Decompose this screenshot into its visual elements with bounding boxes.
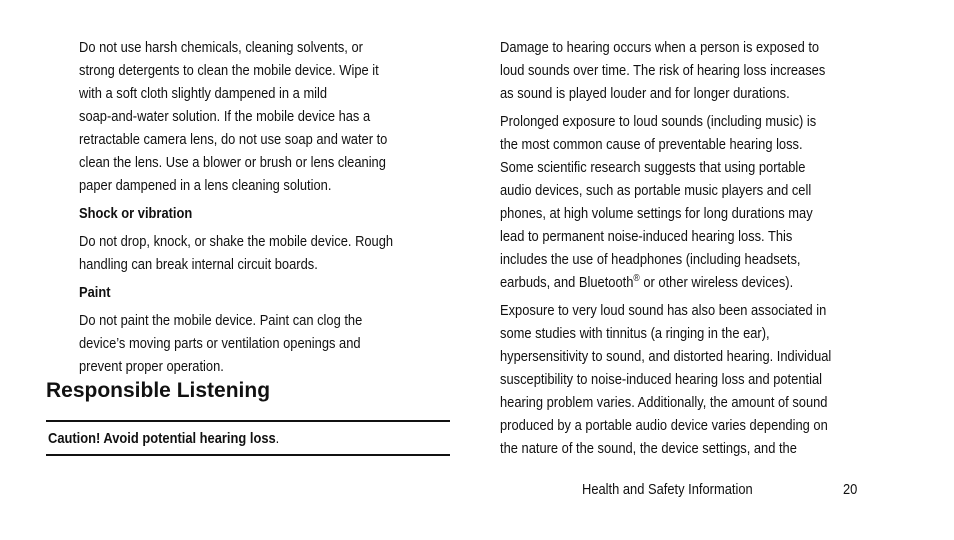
right-column [500,36,920,465]
text-line: includes the use of headphones (including headsets, [500,251,801,268]
paint-heading: Paint [79,284,111,301]
text-line: soap-and-water solution. If the mobile device has a [79,108,371,125]
text-line: hypersensitivity to sound, and distorted hearing. Individual [500,348,832,365]
text-line: retractable camera lens, do not use soap and water to [79,131,388,148]
section-title: Responsible Listening [46,379,271,402]
footer-section-name: Health and Safety Information [582,481,753,498]
text-line: handling can break internal circuit boards. [79,256,318,273]
text-line: Damage to hearing occurs when a person is exposed to [500,39,820,56]
text-line: the most common cause of preventable hearing loss. [500,136,803,153]
paint-paragraph [79,309,449,378]
text-line: susceptibility to noise-induced hearing loss and potential [500,371,822,388]
shock-heading: Shock or vibration [79,205,193,222]
text-line: hearing problem varies. Additionally, the amount of sound [500,394,828,411]
text-line: Do not paint the mobile device. Paint can clog the [79,312,363,329]
registered-mark: ® [633,273,640,284]
caution-tail: . [275,430,280,447]
text-line: Prolonged exposure to loud sounds (including music) is [500,113,817,130]
wireless-text: or other wireless devices). [639,274,794,291]
text-line: device’s moving parts or ventilation openings and [79,335,361,352]
caution-box [46,420,450,456]
text-line: Some scientific research suggests that using portable [500,159,806,176]
text-line: loud sounds over time. The risk of hearing loss increases [500,62,826,79]
hearing-damage-paragraph [500,36,870,105]
shock-paragraph [79,230,449,276]
text-line: the nature of the sound, the device settings, and the [500,440,797,457]
text-line: with a soft cloth slightly dampened in a mild [79,85,328,102]
caution-text [48,429,279,449]
text-line: Exposure to very loud sound has also been associated in [500,302,827,319]
left-column [79,36,459,383]
text-line: as sound is played louder and for longer durations. [500,85,790,102]
text-line: produced by a portable audio device varies depending on [500,417,828,434]
text-line: phones, at high volume settings for long durations may [500,205,813,222]
text-line: paper dampened in a lens cleaning solution. [79,177,332,194]
text-line: Do not use harsh chemicals, cleaning solvents, or [79,39,363,56]
text-line: prevent proper operation. [79,358,224,375]
text-line: lead to permanent noise-induced hearing loss. This [500,228,793,245]
text-line: strong detergents to clean the mobile device. Wipe it [79,62,379,79]
cleaning-paragraph [79,36,449,197]
bluetooth-text: earbuds, and Bluetooth [500,274,634,291]
prolonged-exposure-paragraph [500,110,870,294]
text-line [500,271,870,294]
text-line: Do not drop, knock, or shake the mobile device. Rough [79,233,394,250]
loud-sound-paragraph [500,299,870,460]
page-number: 20 [843,481,858,498]
text-line: some studies with tinnitus (a ringing in the ear), [500,325,770,342]
caution-bold: Caution! Avoid potential hearing loss [48,430,276,447]
text-line: clean the lens. Use a blower or brush or lens cleaning [79,154,386,171]
text-line: audio devices, such as portable music players and cell [500,182,812,199]
